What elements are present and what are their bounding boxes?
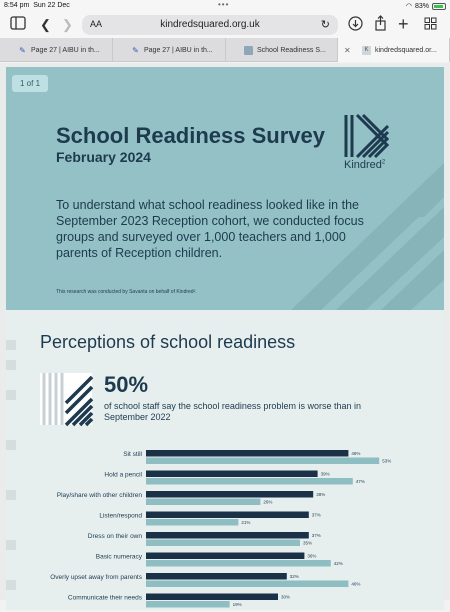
intro-paragraph: To understand what school readiness looked like in the September 2023 Reception cohort, we conducted focus groups and surveyed over 1,000 teachers and 1,000 parents of Reception children.: [56, 198, 364, 260]
tab-aibu-1[interactable]: [0, 38, 113, 62]
section-title: Perceptions of school readiness: [40, 332, 296, 352]
stat-value: 50%: [104, 372, 149, 397]
decorative-stripes: [6, 67, 444, 310]
page-count-badge: 1 of 1: [12, 75, 48, 92]
new-tab-icon[interactable]: +: [398, 14, 409, 34]
bar: [146, 581, 348, 588]
bar: [146, 573, 287, 580]
bar: [146, 532, 309, 539]
wifi-icon: ◠: [405, 3, 412, 10]
bar: [146, 450, 348, 457]
document-icon: [244, 46, 253, 55]
data-label: 38%: [316, 492, 326, 497]
logo-text: Kindred: [344, 159, 382, 171]
data-label: 35%: [303, 540, 313, 546]
tab-aibu-2[interactable]: [113, 38, 226, 62]
tab-bar: [0, 38, 450, 62]
report-title: School Readiness Survey: [56, 123, 325, 148]
tab-overview-icon[interactable]: [424, 17, 437, 33]
web-content[interactable]: [0, 63, 450, 607]
data-label: 32%: [289, 574, 299, 579]
bar: [146, 519, 238, 526]
category-label: Sit still: [123, 451, 142, 458]
tab-label: kindredsquared.or...: [375, 46, 437, 54]
bar: [146, 601, 230, 608]
tab-kindred[interactable]: [338, 38, 450, 62]
close-tab-icon[interactable]: ✕: [344, 45, 351, 55]
bar: [146, 491, 313, 498]
url-text[interactable]: kindredsquared.org.uk: [160, 19, 260, 30]
category-label: Dress on their own: [87, 533, 142, 540]
status-date: Sun 22 Dec: [33, 2, 70, 9]
tab-label: School Readiness S...: [257, 46, 326, 54]
bar: [146, 458, 379, 465]
category-label: Listen/respond: [99, 512, 142, 520]
mumsnet-icon: ✎: [132, 45, 139, 55]
kindred-icon: K: [362, 46, 371, 55]
readiness-bar-chart: [6, 442, 444, 612]
bar: [146, 594, 278, 601]
data-label: 30%: [281, 594, 291, 600]
browser-toolbar: [0, 12, 450, 38]
data-label: 19%: [232, 602, 242, 607]
report-cover: [6, 67, 444, 310]
download-icon[interactable]: [348, 16, 363, 34]
data-label: 46%: [351, 581, 361, 587]
data-label: 26%: [263, 499, 273, 505]
multitasking-dots-icon[interactable]: •••: [218, 0, 230, 9]
tab-label: Page 27 | AIBU in th...: [144, 46, 213, 54]
data-label: 53%: [382, 458, 392, 464]
bar: [146, 540, 300, 547]
tab-school-readiness[interactable]: [226, 38, 338, 62]
category-label: Communicate their needs: [67, 594, 142, 602]
share-icon[interactable]: [374, 15, 387, 34]
status-time: 8:54 pm: [4, 2, 30, 9]
forward-icon[interactable]: ❯: [62, 17, 73, 32]
mumsnet-icon: ✎: [19, 45, 26, 55]
category-label: Hold a pencil: [104, 471, 142, 479]
kindred-logo: [344, 115, 388, 157]
status-bar: [0, 0, 450, 12]
perceptions-section: [6, 310, 444, 610]
bar: [146, 499, 260, 506]
bar: [146, 553, 304, 560]
bar: [146, 560, 331, 567]
category-label: Basic numeracy: [95, 553, 142, 561]
data-label: 42%: [333, 561, 343, 566]
research-note: This research was conducted by Savanta on behalf of Kindred².: [56, 289, 197, 295]
back-icon[interactable]: ❮: [40, 17, 51, 32]
address-bar[interactable]: [82, 15, 338, 35]
stat-description: of school staff say the school readiness problem is worse than in September 2022: [104, 401, 361, 422]
battery-percent: 83%: [414, 2, 429, 10]
category-label: Play/share with other children: [56, 492, 142, 499]
stat-graphic-icon: [40, 373, 92, 425]
bar: [146, 512, 309, 519]
tab-label: Page 27 | AIBU in th...: [31, 46, 100, 54]
data-label: 47%: [355, 479, 365, 484]
category-label: Overly upset away from parents: [50, 574, 142, 581]
data-label: 37%: [311, 512, 321, 518]
bar: [146, 478, 353, 485]
data-label: 39%: [320, 471, 330, 477]
battery-icon: [432, 3, 446, 10]
sidebar-icon[interactable]: [10, 16, 26, 33]
logo-superscript: 2: [381, 159, 386, 166]
data-label: 36%: [307, 553, 317, 559]
report-date: February 2024: [56, 149, 151, 165]
data-label: 37%: [311, 533, 321, 538]
reload-icon[interactable]: ↻: [320, 19, 330, 31]
data-label: 46%: [351, 451, 361, 456]
reader-aa-button[interactable]: AA: [90, 19, 103, 29]
data-label: 21%: [241, 520, 251, 525]
bar: [146, 471, 318, 478]
